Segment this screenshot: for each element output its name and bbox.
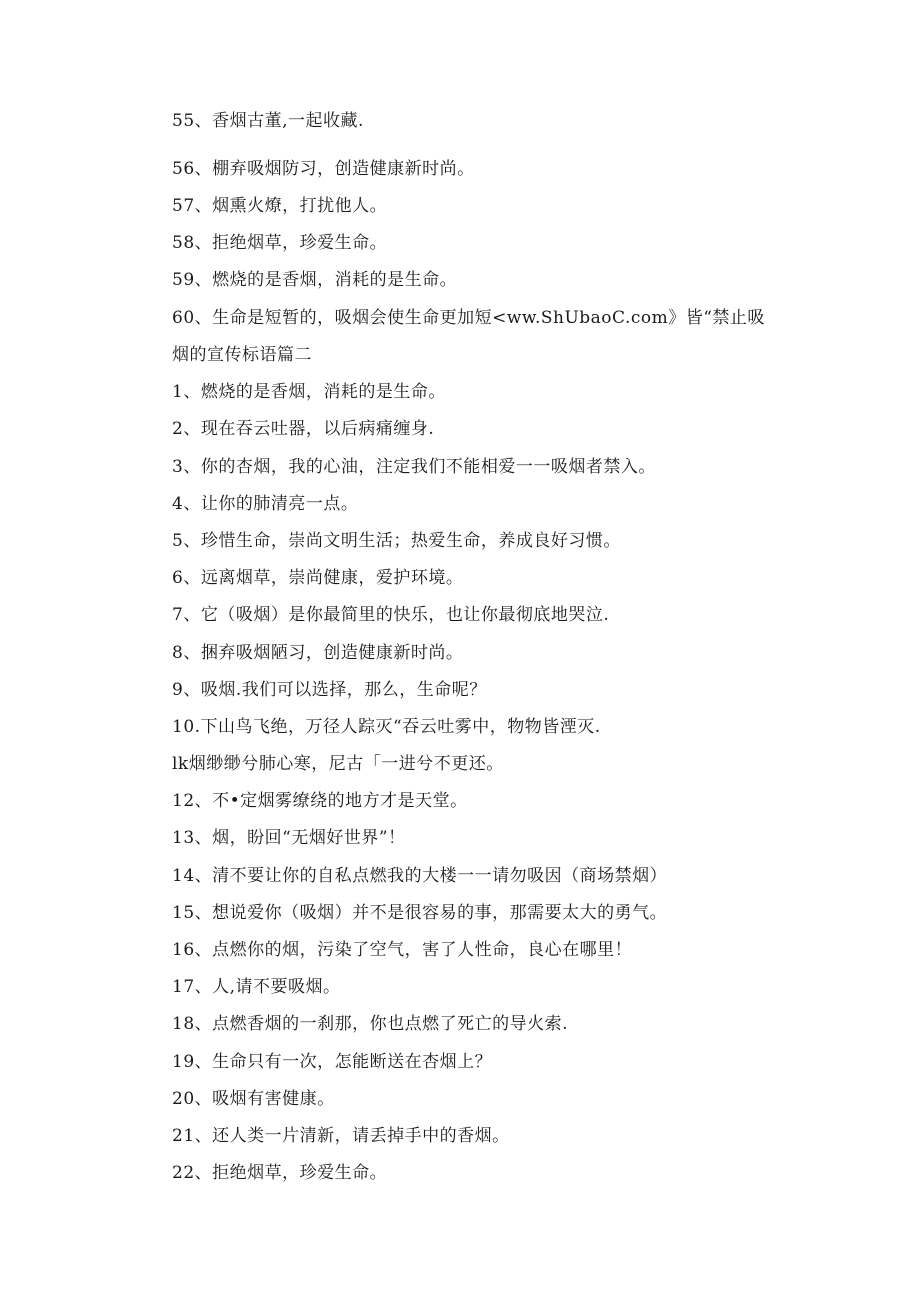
slogan-line: 12、不•定烟雾缭绕的地方才是天堂。 bbox=[172, 791, 468, 811]
slogan-line: 19、生命只有一次，怎能断送在杏烟上？ bbox=[172, 1052, 493, 1072]
slogan-line: 9、吸烟.我们可以选择，那么，生命呢？ bbox=[172, 680, 487, 700]
slogan-line: 55、香烟古董,一起收藏. bbox=[172, 111, 364, 131]
slogan-line: 1、燃烧的是香烟，消耗的是生命。 bbox=[172, 382, 446, 402]
slogan-line: 4、让你的肺清亮一点。 bbox=[172, 494, 359, 514]
slogan-line: 58、拒绝烟草，珍爱生命。 bbox=[172, 233, 388, 253]
slogan-line: 16、点燃你的烟，污染了空气，害了人性命，良心在哪里！ bbox=[172, 940, 633, 960]
slogan-line: 3、你的杏烟，我的心油，注定我们不能相爱一一吸烟者禁入。 bbox=[172, 457, 656, 477]
slogan-line: 2、现在吞云吐器，以后病痛缠身. bbox=[172, 419, 435, 439]
slogan-line: 22、拒绝烟草，珍爱生命。 bbox=[172, 1163, 388, 1183]
slogan-line: 57、烟熏火燎，打扰他人。 bbox=[172, 196, 388, 216]
slogan-line: 6、远离烟草，崇尚健康，爱护环境。 bbox=[172, 568, 464, 588]
slogan-line: 10.下山鸟飞绝，万径人踪灭“吞云吐雾中，物物皆湮灭. bbox=[172, 717, 601, 737]
slogan-line: 56、棚弃吸烟防习，创造健康新时尚。 bbox=[172, 159, 475, 179]
slogan-line: 60、生命是短暂的，吸烟会使生命更加短<ww.ShUbaoC.com》皆“禁止吸 bbox=[172, 308, 765, 328]
slogan-line: 7、它（吸烟）是你最简里的快乐，也让你最彻底地哭泣. bbox=[172, 605, 610, 625]
slogan-line: lk烟缈缈兮肺心寒，尼古「一进兮不更还。 bbox=[172, 754, 504, 774]
slogan-line: 14、清不要让你的自私点燃我的大楼一一请勿吸因（商场禁烟） bbox=[172, 866, 668, 886]
slogan-line: 59、燃烧的是香烟，消耗的是生命。 bbox=[172, 270, 458, 290]
slogan-line: 8、捆弃吸烟陋习，创造健康新时尚。 bbox=[172, 643, 464, 663]
section-heading: 烟的宣传标语篇二 bbox=[172, 345, 312, 365]
slogan-line: 5、珍惜生命，崇尚文明生活；热爱生命，养成良好习惯。 bbox=[172, 531, 621, 551]
slogan-line: 21、还人类一片清新，请丢掉手中的香烟。 bbox=[172, 1126, 510, 1146]
slogan-line: 15、想说爱你（吸烟）并不是很容易的事，那需要太大的勇气。 bbox=[172, 903, 668, 923]
slogan-line: 13、烟，盼回“无烟好世界”！ bbox=[172, 828, 406, 848]
slogan-line: 17、人,请不要吸烟。 bbox=[172, 977, 341, 997]
slogan-line: 20、吸烟有害健康。 bbox=[172, 1089, 335, 1109]
slogan-line: 18、点燃香烟的一刹那，你也点燃了死亡的导火索. bbox=[172, 1014, 569, 1034]
